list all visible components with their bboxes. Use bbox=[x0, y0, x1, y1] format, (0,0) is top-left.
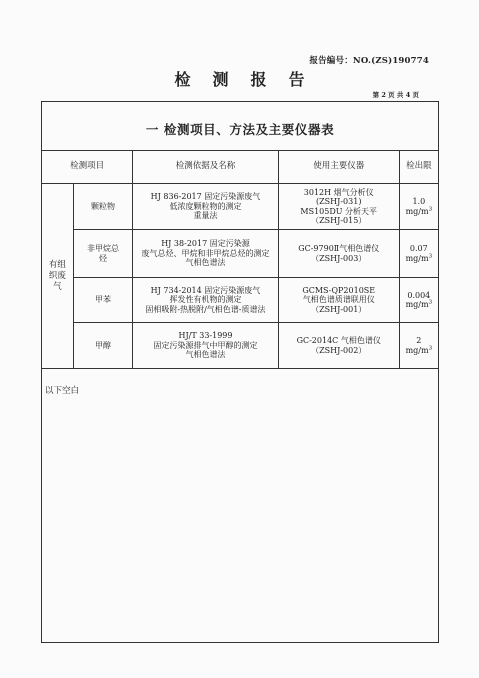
category-cell bbox=[42, 184, 73, 369]
item-cell: 颗粒物 bbox=[73, 184, 132, 230]
method-line: 废气总烃、甲烷和非甲烷总烃的测定 bbox=[141, 248, 270, 258]
method-line: 气相色谱法 bbox=[185, 258, 226, 268]
method-line: HJ 38-2017 固定污染源 bbox=[161, 239, 250, 249]
instrument-line: GC-2014C 气相色谱仪 bbox=[296, 336, 381, 345]
item-cell: 甲苯 bbox=[73, 278, 132, 323]
limit-unit-exponent: 3 bbox=[428, 252, 433, 259]
header-item: 检测项目 bbox=[42, 151, 133, 184]
method-line: 低浓度颗粒物的测定 bbox=[169, 201, 242, 211]
instrument-line: GCMS-QP2010SE bbox=[302, 285, 376, 295]
item-label: 非甲烷总烃 bbox=[86, 244, 119, 263]
method-line: HJ/T 33-1999 bbox=[178, 331, 233, 341]
limit-unit-exponent: 3 bbox=[428, 205, 433, 212]
instrument-cell bbox=[278, 230, 399, 278]
table-header-row bbox=[42, 151, 438, 184]
method-line: HJ 734-2014 固定污染源废气 bbox=[150, 285, 261, 295]
header-method: 检测依据及名称 bbox=[133, 151, 279, 184]
instrument-cell bbox=[278, 278, 399, 323]
table-row bbox=[42, 230, 438, 278]
method-line: 重量法 bbox=[193, 211, 218, 221]
method-cell bbox=[133, 230, 279, 278]
limit-value: 0.004 bbox=[407, 290, 431, 300]
instrument-line: (ZSHJ-031) bbox=[316, 197, 362, 206]
table-row bbox=[42, 323, 438, 369]
header-instrument: 使用主要仪器 bbox=[278, 151, 399, 184]
document-title: 检测报告 bbox=[174, 70, 327, 89]
header-limit: 检出限 bbox=[399, 151, 438, 184]
instrument-line: （ZSHJ-015） bbox=[311, 216, 367, 225]
instrument-line: 气相色谱质谱联用仪 bbox=[302, 295, 375, 305]
limit-value: 2 bbox=[416, 336, 422, 345]
method-line: 挥发性有机物的测定 bbox=[169, 295, 242, 305]
limit-unit-exponent: 3 bbox=[428, 344, 433, 351]
method-cell bbox=[133, 278, 279, 323]
item-cell: 甲醇 bbox=[73, 323, 132, 369]
method-line: HJ 836-2017 固定污染源废气 bbox=[150, 192, 261, 202]
limit-cell bbox=[399, 278, 438, 323]
limit-cell bbox=[399, 323, 438, 369]
instrument-line: （ZSHJ-002） bbox=[311, 345, 367, 355]
methods-table bbox=[42, 150, 438, 369]
instrument-line: （ZSHJ-003） bbox=[311, 253, 367, 263]
limit-cell bbox=[399, 184, 438, 230]
content-frame bbox=[41, 101, 439, 643]
report-number: 报告编号：NO.(ZS)190774 bbox=[309, 56, 429, 66]
limit-unit-exponent: 3 bbox=[428, 299, 433, 306]
limit-unit: mg/m bbox=[405, 300, 429, 309]
method-cell bbox=[133, 323, 279, 369]
table-row bbox=[42, 278, 438, 323]
instrument-line: MS105DU 分析天平 bbox=[300, 206, 378, 216]
section-title: 一 检测项目、方法及主要仪器表 bbox=[145, 122, 335, 137]
table-row bbox=[42, 184, 438, 230]
limit-unit: mg/m bbox=[405, 253, 429, 263]
limit-value: 0.07 bbox=[409, 244, 428, 253]
limit-unit: mg/m bbox=[405, 345, 429, 355]
method-line: 固相吸附-热脱附/气相色谱-质谱法 bbox=[145, 304, 266, 314]
page-indicator: 第 2 页 共 4 页 bbox=[372, 91, 419, 99]
item-cell bbox=[73, 230, 132, 278]
category-label: 有组织废气 bbox=[48, 259, 66, 292]
instrument-cell bbox=[278, 184, 399, 230]
method-line: 气相色谱法 bbox=[185, 350, 226, 360]
limit-value: 1.0 bbox=[412, 197, 426, 206]
limit-cell bbox=[399, 230, 438, 278]
method-cell bbox=[133, 184, 279, 230]
instrument-line: GC-9790Ⅱ气相色谱仪 bbox=[298, 244, 380, 253]
instrument-line: （ZSHJ-001） bbox=[311, 304, 367, 314]
end-of-content-note: 以下空白 bbox=[45, 386, 80, 396]
instrument-line: 3012H 烟气分析仪 bbox=[303, 187, 374, 197]
method-line: 固定污染源排气中甲醇的测定 bbox=[153, 340, 258, 350]
instrument-cell bbox=[278, 323, 399, 369]
limit-unit: mg/m bbox=[405, 206, 429, 216]
